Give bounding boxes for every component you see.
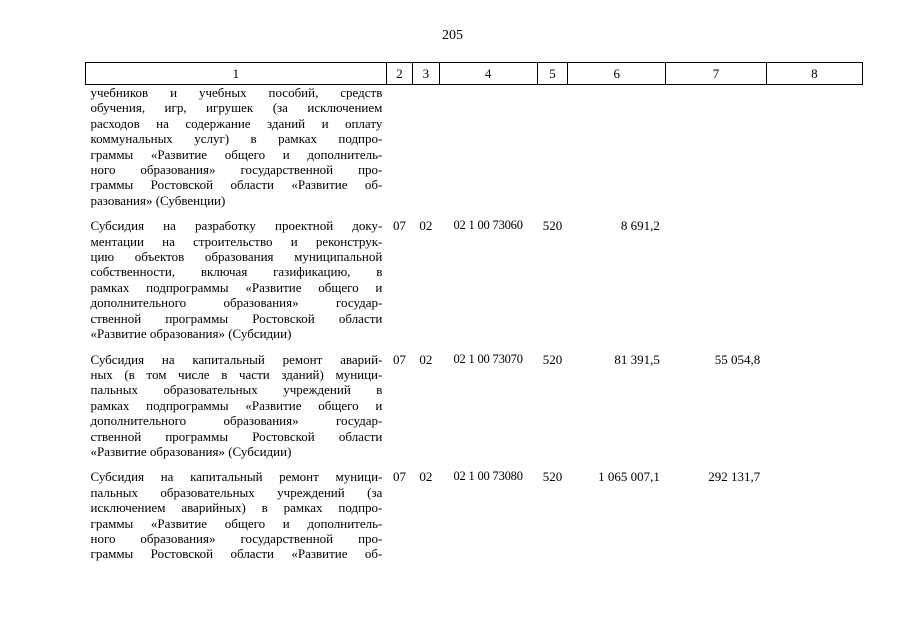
amount-col7: [666, 208, 766, 341]
description-line: ственной программы Ростовской области: [90, 310, 383, 326]
description-line: «Развитие образования» (Субсидии): [90, 443, 292, 459]
expense-type-code: 520: [542, 469, 563, 485]
description-line: ных (в том числе в части зданий) муници-: [90, 366, 383, 382]
section-code: [386, 85, 412, 209]
amount-col8: [766, 342, 862, 460]
description-line: граммы Ростовской области «Развитие об-: [90, 177, 383, 193]
amount-col6: 1 065 007,1: [598, 469, 660, 485]
expense-type-code: 520: [542, 218, 563, 234]
subsection-code: [413, 85, 439, 209]
amount-col6: 8 691,2: [620, 218, 660, 234]
target-article-code: 02 1 00 73070: [453, 351, 523, 366]
row-description: [86, 342, 387, 460]
row-description: [86, 208, 387, 341]
subsection-code: 02: [419, 351, 433, 367]
section-code: 07: [393, 218, 407, 234]
description-line: Субсидия на капитальный ремонт муници-: [90, 469, 383, 485]
column-header: 7: [666, 63, 766, 85]
header-row: [86, 63, 863, 85]
description-line: расходов на содержание зданий и оплату: [90, 115, 383, 131]
amount-col6: 81 391,5: [614, 351, 660, 367]
description-line: ментации на строительство и реконструк-: [90, 233, 383, 249]
description-line: пальных образовательных учреждений в: [90, 382, 383, 398]
expense-type-code: 520: [542, 351, 563, 367]
table-row: [86, 85, 863, 209]
description-line: разования» (Субвенции): [90, 192, 226, 208]
description-line: цию объектов образования муниципальной: [90, 249, 383, 265]
description-line: дополнительного образования» государ-: [90, 295, 383, 311]
column-header: 3: [413, 63, 439, 85]
amount-col7: 55 054,8: [714, 351, 761, 367]
description-line: «Развитие образования» (Субсидии): [90, 326, 292, 342]
column-header: 8: [766, 63, 862, 85]
column-header: 5: [537, 63, 567, 85]
description-line: исключением аварийных) в рамках подпро-: [90, 500, 383, 516]
row-description: [86, 85, 387, 209]
subsection-code: 02: [419, 469, 433, 485]
section-code: 07: [393, 351, 407, 367]
description-line: рамках подпрограммы «Развитие общего и: [90, 397, 383, 413]
subsection-code: 02: [419, 218, 433, 234]
description-line: граммы Ростовской области «Развитие об-: [90, 546, 383, 562]
amount-col7: [666, 85, 766, 209]
target-article-code: [439, 85, 537, 209]
column-header: 4: [439, 63, 537, 85]
amount-col8: [766, 459, 862, 561]
column-header: 6: [568, 63, 666, 85]
description-line: Субсидия на разработку проектной доку-: [90, 218, 383, 234]
description-line: собственности, включая газификацию, в: [90, 264, 383, 280]
amount-col7: 292 131,7: [708, 469, 761, 485]
expense-type-code: [537, 85, 567, 209]
table-row: [86, 342, 863, 460]
column-header: 1: [86, 63, 387, 85]
description-line: пальных образовательных учреждений (за: [90, 484, 383, 500]
description-line: ного образования» государственной про-: [90, 162, 383, 178]
column-header: 2: [386, 63, 412, 85]
row-description: [86, 459, 387, 561]
description-line: учебников и учебных пособий, средств: [90, 85, 383, 100]
target-article-code: 02 1 00 73080: [453, 469, 523, 484]
budget-table: [85, 62, 863, 562]
table-row: [86, 208, 863, 341]
page-number: 205: [442, 28, 463, 43]
amount-col8: [766, 208, 862, 341]
description-line: обучения, игр, игрушек (за исключением: [90, 100, 383, 116]
description-line: Субсидия на капитальный ремонт аварий-: [90, 351, 383, 367]
table-row: [86, 459, 863, 561]
target-article-code: 02 1 00 73060: [453, 218, 523, 233]
amount-col8: [766, 85, 862, 209]
amount-col6: [568, 85, 666, 209]
description-line: ственной программы Ростовской области: [90, 428, 383, 444]
description-line: рамках подпрограммы «Развитие общего и: [90, 279, 383, 295]
description-line: граммы «Развитие общего и дополнитель-: [90, 146, 383, 162]
section-code: 07: [393, 469, 407, 485]
description-line: ного образования» государственной про-: [90, 530, 383, 546]
description-line: коммунальных услуг) в рамках подпро-: [90, 131, 383, 147]
description-line: дополнительного образования» государ-: [90, 413, 383, 429]
description-line: граммы «Развитие общего и дополнитель-: [90, 515, 383, 531]
